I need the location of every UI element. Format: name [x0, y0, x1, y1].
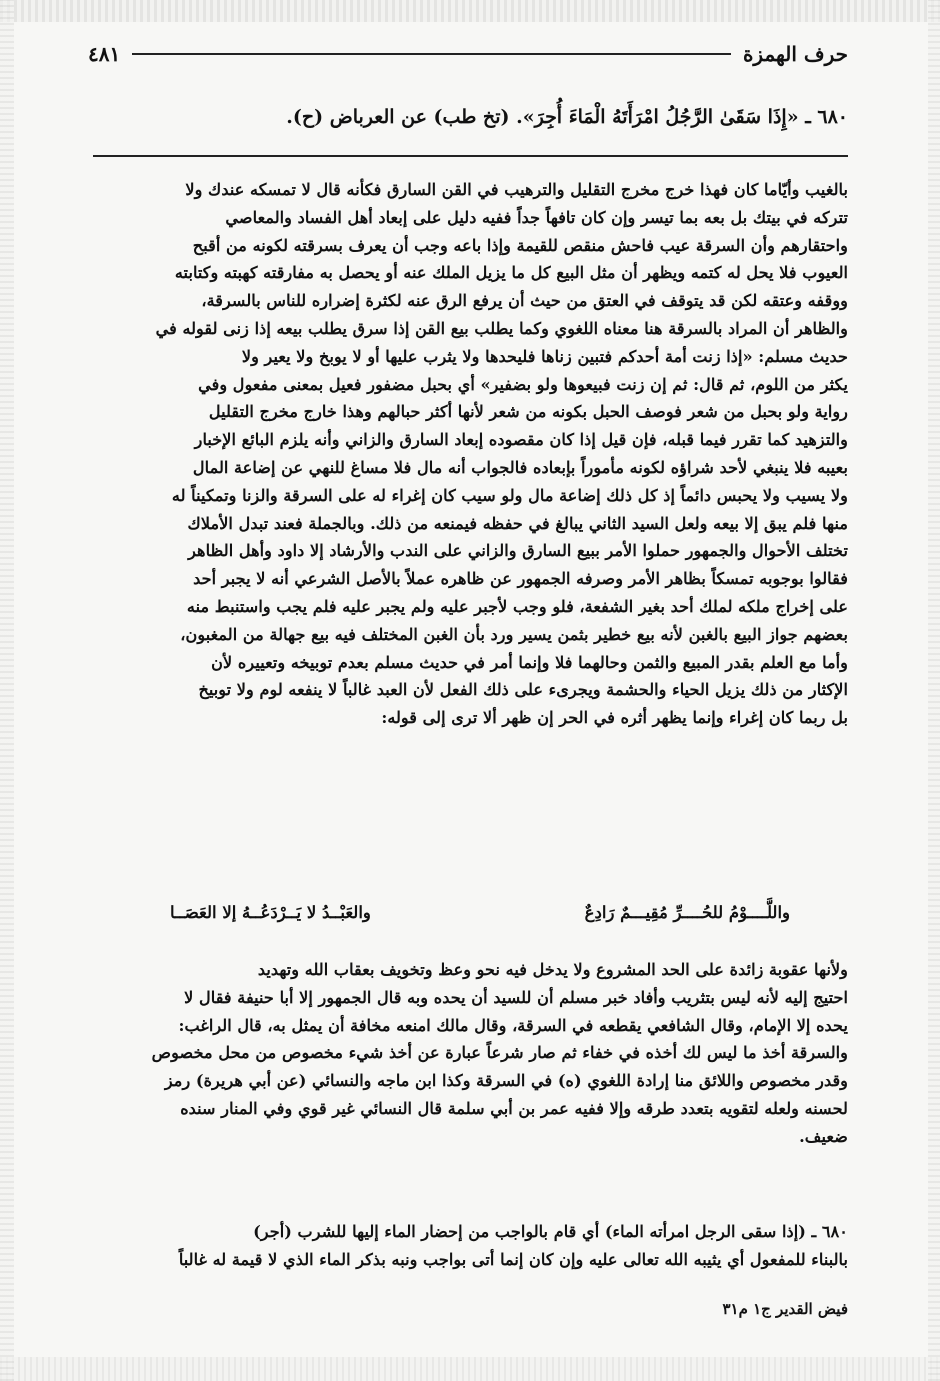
commentary-line: ولا يسيب ولا يحبس دائماً إذ كل ذلك إضاعة مال ولو سيب كان إغراء له على السرقة والزنا وتمكيناً له — [171, 485, 848, 505]
commentary-line: ولأنها عقوبة زائدة على الحد المشروع ولا يدخل فيه نحو وعظ وتخويف بعقاب الله وتهديد — [257, 960, 848, 979]
commentary-line: وأما مع العلم بقدر المبيع والثمن وحالهما فلا وإنما أمر في حديث مسلم بعدم توبيخه وتعييره لأن — [211, 652, 848, 672]
commentary-line: تختلف الأحوال والجمهور حملوا الأمر ببيع السارق والزاني على الندب والأرشاد إلا داود وأهل الظاهر — [188, 541, 848, 561]
commentary-block-2 — [92, 956, 848, 1151]
commentary-line: وقدر مخصوص واللائق منا إرادة اللغوي (ه) في السرقة وكذا ابن ماجه والنسائي (عن أبي هريرة) رمز — [164, 1071, 848, 1091]
commentary-line: العيوب فلا يحل له كتمه ويظهر أن مثل البيع كل ما يزيل الملك عنه أو يحصل به مفارقته كهبته وكتابته — [174, 263, 848, 283]
commentary-line: والظاهر أن المراد بالسرقة هنا معناه اللغوي وكما يطلب بيع القن إذا سرق يطلب بيعه إذا زنى لقوله في — [155, 318, 848, 338]
commentary-line: ووقفه وعتقه لكن قد يتوقف في العتق من حيث أن يرفع الرق عنه لكثرة إضراره للناس بالسرقة، — [201, 291, 848, 311]
commentary-line: فقالوا بوجوبه تمسكاً بظاهر الأمر وصرفه الجمهور عن ظاهره عملاً بالأصل الشرعي أنه لا يجبر أحد — [193, 569, 848, 589]
section-divider — [93, 155, 848, 157]
commentary-line: والتزهيد كما تقرر فيما قبله، فإن قيل إذا كان مقصوده إبعاد السارق والزاني وأنه يلزم البائع الإخبار — [194, 430, 848, 450]
commentary-line: بعضهم جواز البيع بالغبن لأنه بيع خطير بثمن يسير ورد بأن الغبن المختلف فيه بيع جهالة من المغبون، — [180, 624, 848, 644]
commentary-line: على إخراج ملكه لملك أحد بغير الشفعة، فلو وجب لأجبر عليه ولم يجبر عليه فلم يجب واستنبط منه — [186, 596, 848, 616]
commentary-line: الإكثار من ذلك يزيل الحياء والحشمة ويجرىء على ذلك الفعل لأن العبد غالباً لا ينفعه لوم ولا توبيخ — [198, 680, 848, 700]
commentary-line: تتركه في بيتك بل بعه بما تيسر وإن كان تافهاً جداً ففيه دليل على إبعاد أهل الفساد والمعاصي — [225, 207, 848, 227]
running-header — [88, 38, 848, 70]
scan-edge-top — [0, 0, 940, 22]
poem-hemistich-right: واللَّــــوْمُ للحُــــرِّ مُقِيـــمٌ رَادِعٌ — [584, 903, 790, 922]
commentary-line: والسرقة أخذ ما ليس لك أخذه في خفاء ثم صار شرعاً عبارة عن أخذ شيء مخصوص من محل مخصوص — [151, 1043, 848, 1063]
commentary-line: ضعيف. — [799, 1126, 848, 1146]
commentary-line: لحسنه ولعله لتقويه بتعدد طرقه وإلا ففيه عمر بن أبي سلمة قال النسائي غير قوي وفي المنار سنده — [180, 1098, 848, 1118]
commentary-line: بل ربما كان إغراء وإنما يظهر أثره في الحر إن ظهر ألا ترى إلى قوله: — [381, 708, 848, 728]
sharh-line: بالبناء للمفعول أي يثيبه الله تعالى عليه وإن كان إنما أتى بواجب ونبه بذكر الماء الذي لا قيمة له غالباً — [178, 1250, 848, 1269]
header-rule — [132, 53, 731, 55]
scan-edge-left — [0, 0, 14, 1381]
poem-hemistich-left: والعَبْــدُ لا يَــرْدَعُــهُ إلا العَصَــا — [170, 903, 371, 922]
commentary-line: رواية ولو بحبل من شعر فوصف الحبل بكونه من شعر لأنها أكثر حبالهم وهذا خارج مخرج التقليل — [208, 402, 848, 422]
commentary-line: بعيبه فلا ينبغي لأحد شراؤه لكونه مأموراً بإبعاده فالجواب أنه مال فلا مساغ للنهي عن إضاعة المال — [192, 457, 848, 477]
scan-edge-bottom — [0, 1357, 940, 1381]
commentary-line: حديث مسلم: «إذا زنت أمة أحدكم فتبين زناها فليحدها ولا يثرب عليها أو لا يوبخ ولا يعير ولا — [241, 346, 848, 366]
hadith-text: ٦٨٠ ـ «إِذَا سَقَىٰ الرَّجُلُ امْرَأَتَهُ الْمَاءَ أُجِرَ». (تخ طب) عن العرباض (ح). — [286, 106, 848, 128]
commentary-line: واحتقارهم وأن السرقة عيب فاحش منقص للقيمة وإذا باعه وجب أن يعرف بسرقته لكونه من أقبح — [192, 235, 848, 255]
commentary-block — [92, 176, 848, 732]
poem-verse — [170, 903, 790, 922]
page-footer: فيض القدير ج١ م٣١ — [722, 1300, 848, 1318]
commentary-line: احتيج إليه لأنه ليس بتثريب وأفاد خبر مسلم أن للسيد أن يحده وبه قال الجمهور إلا أبا حنيفة فقال لا — [184, 987, 848, 1007]
sharh-line: ٦٨٠ ـ (إذا سقى الرجل امرأته الماء) أي قام بالواجب من إحضار الماء إليها للشرب (أجر) — [253, 1222, 848, 1241]
page-number: ٤٨١ — [88, 42, 121, 66]
scan-edge-right — [928, 0, 940, 1381]
commentary-line: منها فلم يبق إلا بيعه ولعل السيد الثاني يبالغ في حفظه فيمنعه من ذلك. وبالجملة فعند تبدل الأملاك — [187, 513, 848, 533]
commentary-line: يكثر من اللوم، ثم قال: ثم إن زنت فبيعوها ولو بضفير» أي بحبل مضفور فعيل بمعنى مفعول وفي — [198, 374, 848, 394]
sharh-block — [92, 1218, 848, 1274]
chapter-title: حرف الهمزة — [742, 42, 848, 66]
commentary-line: بالغيب وأيّاما كان فهذا خرج مخرج التقليل والترهيب في القن السارق فكأنه قال لا تمسكه عندك ولا — [185, 180, 848, 199]
commentary-line: يحده إلا الإمام، وقال الشافعي يقطعه في السرقة، وقال مالك امنعه مخافة أن يمثل به، قال الراغب: — [178, 1015, 848, 1035]
